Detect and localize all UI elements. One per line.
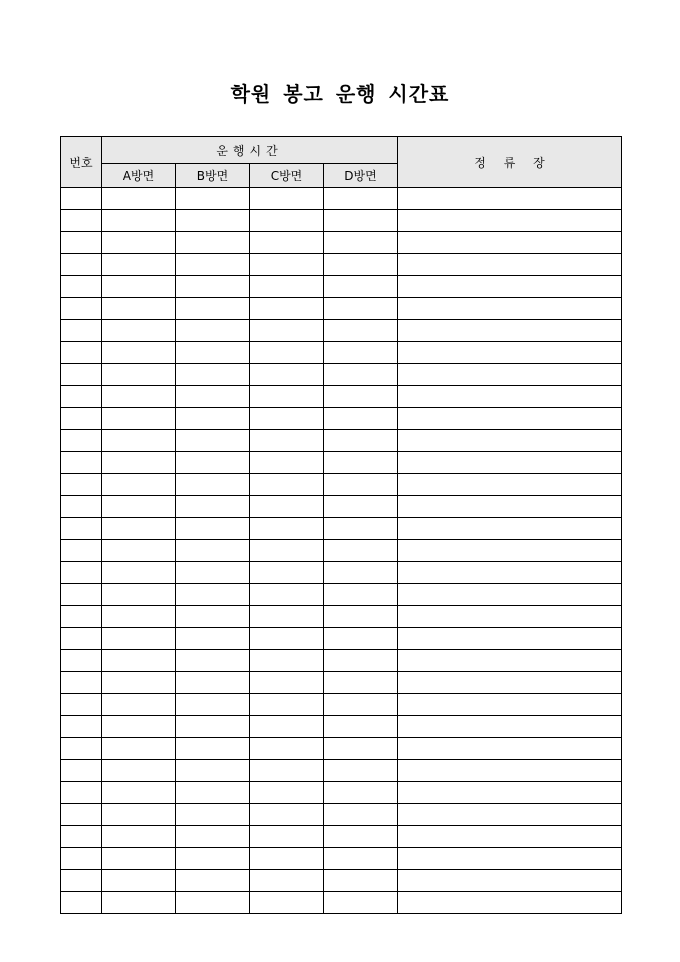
- cell-number[interactable]: [61, 826, 102, 848]
- cell-c[interactable]: [250, 672, 324, 694]
- cell-b[interactable]: [176, 232, 250, 254]
- cell-d[interactable]: [324, 386, 398, 408]
- cell-d[interactable]: [324, 848, 398, 870]
- cell-a[interactable]: [102, 518, 176, 540]
- cell-b[interactable]: [176, 496, 250, 518]
- cell-c[interactable]: [250, 188, 324, 210]
- cell-number[interactable]: [61, 408, 102, 430]
- table-row: [61, 650, 622, 672]
- cell-b[interactable]: [176, 892, 250, 914]
- table-row: [61, 540, 622, 562]
- cell-stop[interactable]: [398, 386, 622, 408]
- cell-number[interactable]: [61, 474, 102, 496]
- cell-number[interactable]: [61, 892, 102, 914]
- cell-a[interactable]: [102, 694, 176, 716]
- cell-a[interactable]: [102, 826, 176, 848]
- cell-stop[interactable]: [398, 562, 622, 584]
- cell-stop[interactable]: [398, 518, 622, 540]
- cell-b[interactable]: [176, 760, 250, 782]
- cell-c[interactable]: [250, 628, 324, 650]
- cell-c[interactable]: [250, 738, 324, 760]
- table-row: [61, 210, 622, 232]
- cell-d[interactable]: [324, 584, 398, 606]
- cell-b[interactable]: [176, 782, 250, 804]
- cell-d[interactable]: [324, 232, 398, 254]
- cell-stop[interactable]: [398, 496, 622, 518]
- cell-number[interactable]: [61, 716, 102, 738]
- table-row: [61, 496, 622, 518]
- cell-d[interactable]: [324, 892, 398, 914]
- cell-c[interactable]: [250, 694, 324, 716]
- cell-d[interactable]: [324, 276, 398, 298]
- cell-number[interactable]: [61, 540, 102, 562]
- cell-stop[interactable]: [398, 298, 622, 320]
- cell-b[interactable]: [176, 254, 250, 276]
- cell-b[interactable]: [176, 188, 250, 210]
- table-row: [61, 254, 622, 276]
- cell-b[interactable]: [176, 628, 250, 650]
- cell-stop[interactable]: [398, 870, 622, 892]
- cell-d[interactable]: [324, 650, 398, 672]
- cell-c[interactable]: [250, 320, 324, 342]
- cell-stop[interactable]: [398, 188, 622, 210]
- cell-stop[interactable]: [398, 276, 622, 298]
- cell-b[interactable]: [176, 672, 250, 694]
- table-row: [61, 672, 622, 694]
- cell-stop[interactable]: [398, 584, 622, 606]
- cell-a[interactable]: [102, 276, 176, 298]
- cell-d[interactable]: [324, 254, 398, 276]
- cell-a[interactable]: [102, 386, 176, 408]
- cell-number[interactable]: [61, 782, 102, 804]
- cell-b[interactable]: [176, 364, 250, 386]
- cell-number[interactable]: [61, 804, 102, 826]
- cell-number[interactable]: [61, 562, 102, 584]
- cell-stop[interactable]: [398, 760, 622, 782]
- table-row: [61, 760, 622, 782]
- cell-number[interactable]: [61, 364, 102, 386]
- cell-number[interactable]: [61, 386, 102, 408]
- cell-number[interactable]: [61, 760, 102, 782]
- cell-c[interactable]: [250, 540, 324, 562]
- cell-stop[interactable]: [398, 694, 622, 716]
- cell-stop[interactable]: [398, 650, 622, 672]
- cell-d[interactable]: [324, 474, 398, 496]
- cell-d[interactable]: [324, 298, 398, 320]
- cell-a[interactable]: [102, 562, 176, 584]
- cell-number[interactable]: [61, 210, 102, 232]
- table-row: [61, 804, 622, 826]
- cell-d[interactable]: [324, 496, 398, 518]
- cell-d[interactable]: [324, 672, 398, 694]
- cell-a[interactable]: [102, 408, 176, 430]
- cell-d[interactable]: [324, 694, 398, 716]
- cell-a[interactable]: [102, 342, 176, 364]
- cell-d[interactable]: [324, 628, 398, 650]
- table-row: [61, 342, 622, 364]
- table-row: [61, 870, 622, 892]
- document-title: 학원 봉고 운행 시간표: [230, 82, 450, 106]
- cell-b[interactable]: [176, 276, 250, 298]
- cell-number[interactable]: [61, 342, 102, 364]
- cell-stop[interactable]: [398, 738, 622, 760]
- cell-d[interactable]: [324, 408, 398, 430]
- cell-c[interactable]: [250, 298, 324, 320]
- cell-b[interactable]: [176, 804, 250, 826]
- cell-b[interactable]: [176, 848, 250, 870]
- cell-b[interactable]: [176, 518, 250, 540]
- cell-a[interactable]: [102, 628, 176, 650]
- schedule-table: [60, 136, 622, 914]
- table-body: [61, 188, 622, 914]
- cell-d[interactable]: [324, 210, 398, 232]
- cell-c[interactable]: [250, 826, 324, 848]
- cell-c[interactable]: [250, 276, 324, 298]
- cell-stop[interactable]: [398, 606, 622, 628]
- cell-a[interactable]: [102, 474, 176, 496]
- cell-number[interactable]: [61, 518, 102, 540]
- cell-stop[interactable]: [398, 628, 622, 650]
- cell-d[interactable]: [324, 562, 398, 584]
- cell-a[interactable]: [102, 430, 176, 452]
- cell-b[interactable]: [176, 320, 250, 342]
- cell-d[interactable]: [324, 870, 398, 892]
- cell-c[interactable]: [250, 892, 324, 914]
- cell-stop[interactable]: [398, 342, 622, 364]
- cell-stop[interactable]: [398, 716, 622, 738]
- table-row: [61, 386, 622, 408]
- cell-b[interactable]: [176, 826, 250, 848]
- cell-b[interactable]: [176, 716, 250, 738]
- cell-c[interactable]: [250, 232, 324, 254]
- table-row: [61, 430, 622, 452]
- cell-stop[interactable]: [398, 804, 622, 826]
- cell-c[interactable]: [250, 584, 324, 606]
- cell-c[interactable]: [250, 474, 324, 496]
- cell-b[interactable]: [176, 430, 250, 452]
- header-run-time: 운행시간: [102, 137, 398, 164]
- header-direction-b: B방면: [176, 164, 250, 188]
- cell-number[interactable]: [61, 496, 102, 518]
- cell-number[interactable]: [61, 452, 102, 474]
- cell-stop[interactable]: [398, 320, 622, 342]
- cell-number[interactable]: [61, 276, 102, 298]
- cell-number[interactable]: [61, 584, 102, 606]
- table-row: [61, 298, 622, 320]
- table-row: [61, 716, 622, 738]
- cell-b[interactable]: [176, 298, 250, 320]
- table-row: [61, 408, 622, 430]
- cell-d[interactable]: [324, 826, 398, 848]
- cell-stop[interactable]: [398, 474, 622, 496]
- cell-stop[interactable]: [398, 408, 622, 430]
- table-row: [61, 562, 622, 584]
- cell-c[interactable]: [250, 562, 324, 584]
- table-row: [61, 694, 622, 716]
- cell-a[interactable]: [102, 298, 176, 320]
- table-row: [61, 518, 622, 540]
- cell-b[interactable]: [176, 694, 250, 716]
- cell-a[interactable]: [102, 738, 176, 760]
- cell-a[interactable]: [102, 892, 176, 914]
- header-direction-d: D방면: [324, 164, 398, 188]
- table-row: [61, 584, 622, 606]
- cell-c[interactable]: [250, 254, 324, 276]
- cell-b[interactable]: [176, 562, 250, 584]
- cell-c[interactable]: [250, 518, 324, 540]
- table-row: [61, 892, 622, 914]
- cell-c[interactable]: [250, 782, 324, 804]
- cell-d[interactable]: [324, 716, 398, 738]
- cell-c[interactable]: [250, 650, 324, 672]
- header-direction-c: C방면: [250, 164, 324, 188]
- cell-stop[interactable]: [398, 210, 622, 232]
- cell-a[interactable]: [102, 364, 176, 386]
- cell-b[interactable]: [176, 738, 250, 760]
- cell-c[interactable]: [250, 452, 324, 474]
- cell-d[interactable]: [324, 188, 398, 210]
- table-row: [61, 782, 622, 804]
- cell-stop[interactable]: [398, 540, 622, 562]
- cell-b[interactable]: [176, 606, 250, 628]
- cell-number[interactable]: [61, 694, 102, 716]
- cell-b[interactable]: [176, 386, 250, 408]
- cell-a[interactable]: [102, 650, 176, 672]
- table-row: [61, 452, 622, 474]
- cell-d[interactable]: [324, 540, 398, 562]
- cell-d[interactable]: [324, 738, 398, 760]
- cell-c[interactable]: [250, 210, 324, 232]
- cell-d[interactable]: [324, 364, 398, 386]
- cell-number[interactable]: [61, 848, 102, 870]
- cell-a[interactable]: [102, 760, 176, 782]
- cell-c[interactable]: [250, 606, 324, 628]
- cell-c[interactable]: [250, 408, 324, 430]
- cell-b[interactable]: [176, 452, 250, 474]
- cell-a[interactable]: [102, 606, 176, 628]
- table-row: [61, 848, 622, 870]
- cell-a[interactable]: [102, 188, 176, 210]
- cell-a[interactable]: [102, 452, 176, 474]
- cell-b[interactable]: [176, 870, 250, 892]
- cell-stop[interactable]: [398, 826, 622, 848]
- table-row: [61, 276, 622, 298]
- cell-stop[interactable]: [398, 848, 622, 870]
- cell-c[interactable]: [250, 848, 324, 870]
- cell-c[interactable]: [250, 342, 324, 364]
- cell-number[interactable]: [61, 298, 102, 320]
- cell-c[interactable]: [250, 716, 324, 738]
- cell-d[interactable]: [324, 782, 398, 804]
- cell-number[interactable]: [61, 254, 102, 276]
- cell-d[interactable]: [324, 760, 398, 782]
- cell-number[interactable]: [61, 232, 102, 254]
- cell-d[interactable]: [324, 430, 398, 452]
- cell-number[interactable]: [61, 650, 102, 672]
- cell-stop[interactable]: [398, 364, 622, 386]
- cell-stop[interactable]: [398, 892, 622, 914]
- cell-number[interactable]: [61, 738, 102, 760]
- cell-b[interactable]: [176, 342, 250, 364]
- cell-number[interactable]: [61, 430, 102, 452]
- table-row: [61, 364, 622, 386]
- table-row: [61, 474, 622, 496]
- cell-d[interactable]: [324, 606, 398, 628]
- table-row: [61, 738, 622, 760]
- cell-c[interactable]: [250, 364, 324, 386]
- cell-c[interactable]: [250, 496, 324, 518]
- cell-d[interactable]: [324, 452, 398, 474]
- cell-number[interactable]: [61, 672, 102, 694]
- cell-b[interactable]: [176, 584, 250, 606]
- cell-c[interactable]: [250, 870, 324, 892]
- cell-a[interactable]: [102, 848, 176, 870]
- cell-stop[interactable]: [398, 782, 622, 804]
- header-direction-a: A방면: [102, 164, 176, 188]
- cell-number[interactable]: [61, 606, 102, 628]
- cell-a[interactable]: [102, 320, 176, 342]
- cell-a[interactable]: [102, 254, 176, 276]
- cell-number[interactable]: [61, 628, 102, 650]
- cell-stop[interactable]: [398, 254, 622, 276]
- table-row: [61, 826, 622, 848]
- cell-a[interactable]: [102, 232, 176, 254]
- table-row: [61, 188, 622, 210]
- cell-c[interactable]: [250, 804, 324, 826]
- cell-a[interactable]: [102, 584, 176, 606]
- cell-b[interactable]: [176, 650, 250, 672]
- cell-stop[interactable]: [398, 232, 622, 254]
- cell-d[interactable]: [324, 342, 398, 364]
- cell-b[interactable]: [176, 474, 250, 496]
- table-row: [61, 628, 622, 650]
- cell-a[interactable]: [102, 716, 176, 738]
- table-row: [61, 606, 622, 628]
- cell-a[interactable]: [102, 870, 176, 892]
- cell-a[interactable]: [102, 782, 176, 804]
- cell-a[interactable]: [102, 210, 176, 232]
- cell-d[interactable]: [324, 804, 398, 826]
- cell-c[interactable]: [250, 430, 324, 452]
- header-stop: 정 류 장: [398, 137, 622, 188]
- cell-number[interactable]: [61, 188, 102, 210]
- cell-b[interactable]: [176, 210, 250, 232]
- table-row: [61, 320, 622, 342]
- cell-a[interactable]: [102, 672, 176, 694]
- cell-stop[interactable]: [398, 672, 622, 694]
- cell-d[interactable]: [324, 320, 398, 342]
- cell-number[interactable]: [61, 870, 102, 892]
- cell-b[interactable]: [176, 408, 250, 430]
- cell-a[interactable]: [102, 540, 176, 562]
- cell-stop[interactable]: [398, 452, 622, 474]
- cell-d[interactable]: [324, 518, 398, 540]
- cell-number[interactable]: [61, 320, 102, 342]
- cell-c[interactable]: [250, 760, 324, 782]
- cell-stop[interactable]: [398, 430, 622, 452]
- cell-a[interactable]: [102, 496, 176, 518]
- cell-a[interactable]: [102, 804, 176, 826]
- table-row: [61, 232, 622, 254]
- header-number: 번호: [61, 137, 102, 188]
- cell-b[interactable]: [176, 540, 250, 562]
- cell-c[interactable]: [250, 386, 324, 408]
